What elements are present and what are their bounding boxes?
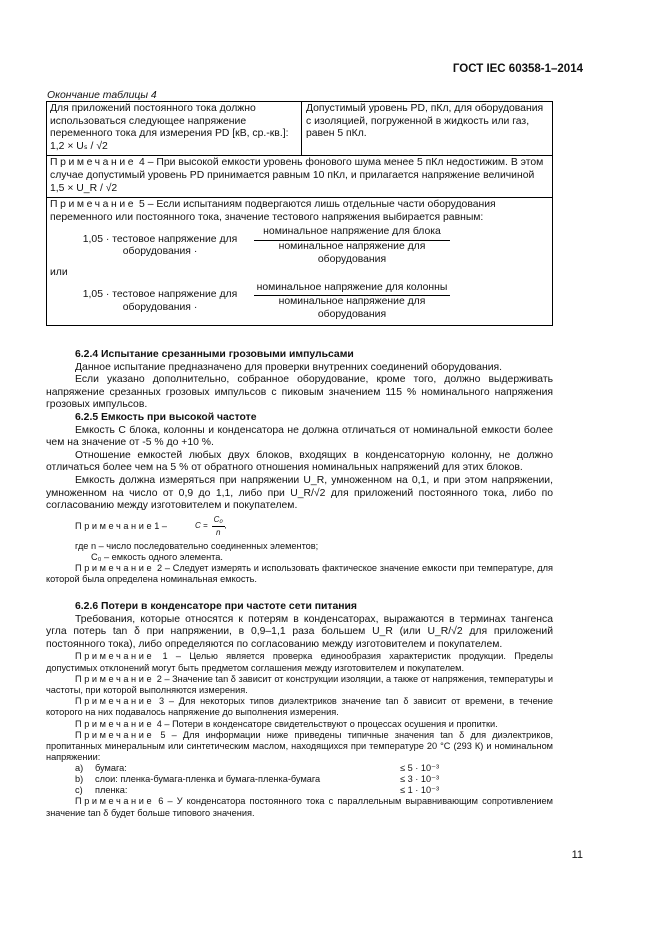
list-item bbox=[75, 763, 553, 774]
formula-block bbox=[50, 226, 549, 266]
formula-fraction bbox=[212, 514, 228, 540]
list-value: ≤ 3 · 10⁻³ bbox=[400, 774, 439, 785]
formula-left: 1,05 · тестовое напряжение для оборудования · bbox=[82, 233, 238, 258]
fraction-denominator: n bbox=[215, 528, 221, 538]
section-heading: 6.2.6 Потери в конденсаторе при частоте сети питания bbox=[75, 601, 357, 612]
section-heading: 6.2.4 Испытание срезанными грозовыми импульсами bbox=[75, 349, 354, 360]
where-line: C₀ – емкость одного элемента. bbox=[91, 551, 223, 562]
note-label: Примечание bbox=[75, 729, 155, 740]
section-6-2-5 bbox=[46, 412, 553, 586]
paragraph: Если указано дополнительно, собранное оборудование, кроме того, должно выдерживать напряжение срезанных грозовых импульсов с пиковым значением 115 % номинального напряжения грозовых импульсов. bbox=[46, 374, 553, 411]
table-4-end bbox=[46, 101, 553, 326]
note-2 bbox=[46, 674, 553, 696]
note-text: 4 – Потери в конденсаторе свидетельствуют о процессах осушения и пропитки. bbox=[154, 718, 498, 729]
table-note-4 bbox=[47, 156, 552, 198]
note-label: Примечание bbox=[75, 651, 155, 662]
fraction-denominator: номинальное напряжение для оборудования bbox=[278, 240, 426, 265]
table-cell-pd-level: Допустимый уровень PD, пКл, для оборудования с изоляцией, погруженной в жидкость или газ, равен 5 пКл. bbox=[306, 103, 544, 140]
standard-number: ГОСТ IEC 60358-1–2014 bbox=[452, 63, 583, 75]
formula-left: 1,05 · тестовое напряжение для оборудования · bbox=[82, 289, 238, 313]
note-label: Примечание bbox=[75, 696, 155, 707]
paragraph: Емкость C блока, колонны и конденсатора не должна отличаться от номинальной емкости более чем на значение от -5 % до +10 %. bbox=[46, 424, 553, 449]
table-cell-dc-voltage: Для приложений постоянного тока должно использоваться следующее напряжение переменного тока для измерения PD [кВ, ср.-кв.]: 1,2 × Uₛ / √2 bbox=[47, 102, 302, 155]
formula bbox=[195, 514, 227, 540]
list-text: слои: пленка-бумага-пленка и бумага-пленка-бумага bbox=[95, 774, 321, 785]
note-label: Примечание bbox=[75, 796, 155, 807]
table-caption: Окончание таблицы 4 bbox=[47, 90, 157, 101]
tan-delta-list bbox=[46, 763, 553, 796]
paragraph: Отношение емкостей любых двух блоков, входящих в конденсаторную колонну, не должно отличаться более чем на 5 % от обратного отношения номинальных напряжений для этих блоков. bbox=[46, 449, 553, 474]
list-letter: b) bbox=[75, 774, 84, 785]
note-text: 6 – У конденсатора постоянного тока с параллельным выравнивающим сопротивлением значение tan δ будет больше типового значения. bbox=[46, 796, 553, 818]
table-row bbox=[47, 102, 552, 156]
note-label: Примечание bbox=[75, 718, 155, 729]
section-heading: 6.2.5 Емкость при высокой частоте bbox=[75, 412, 257, 423]
list-letter: c) bbox=[75, 785, 83, 796]
note-label: Примечание bbox=[50, 157, 137, 169]
note-text: 4 – При высокой емкости уровень фонового шума менее 5 пКл недостижим. В этом случае допустимый уровень PD принимается равным 10 пКл, и прилагается напряжение величиной 1,5 × U_R / √2 bbox=[50, 157, 544, 194]
formula-fraction bbox=[254, 282, 450, 322]
note-text: 5 – Если испытаниям подвергаются лишь отдельные части оборудования переменного или постоянного тока, значение тестового напряжения выбирается равным: bbox=[50, 199, 496, 223]
table-note-5 bbox=[47, 198, 552, 324]
note-label: Примечание bbox=[75, 563, 155, 574]
fraction-denominator: номинальное напряжение для оборудования bbox=[278, 296, 426, 320]
note-3 bbox=[46, 696, 553, 718]
formula-lhs: C = bbox=[194, 521, 208, 531]
page-number: 11 bbox=[571, 849, 583, 861]
note-label: Примечание bbox=[75, 673, 155, 684]
list-text: бумага: bbox=[95, 763, 127, 774]
list-text: пленка: bbox=[95, 785, 128, 796]
fraction-numerator: номинальное напряжение для блока bbox=[254, 226, 450, 241]
list-item bbox=[75, 774, 553, 785]
note-text: 3 – Для некоторых типов диэлектриков значение tan δ зависит от времени, в течение которого на них подавалось напряжение до выполнения измерения. bbox=[46, 696, 553, 718]
fraction-numerator: номинальное напряжение для колонны bbox=[254, 282, 450, 297]
formula-fraction bbox=[254, 226, 450, 266]
paragraph: Данное испытание предназначено для проверки внутренних соединений оборудования. bbox=[75, 361, 503, 373]
note-text: 2 – Следует измерять и использовать фактическое значение емкости при температуре, для которой была определена номинальная емкость. bbox=[46, 563, 553, 585]
capacitance-formula bbox=[46, 513, 553, 541]
note-4 bbox=[46, 719, 553, 730]
paragraph: Емкость должна измеряться при напряжении U_R, умноженном на 0,1, и при этом напряжении, умноженном на число от 0,9 до 1,1, либо при U_R/√2 для приложений постоянного тока, либо по согласованию между изготовителем и покупателем. bbox=[46, 474, 553, 512]
note-text: 1 – bbox=[154, 521, 167, 532]
fraction-numerator: C₀ bbox=[212, 514, 225, 528]
where-line: где n – число последовательно соединенных элементов; bbox=[75, 540, 319, 551]
paragraph: Требования, которые относятся к потерям в конденсаторах, выражаются в терминах тангенса угла потерь tan δ при напряжении, в 0,9–1,1 раза большем U_R (или U_R/√2 для приложений постоянного тока), либо определяются по согласованию между изготовителем и покупателем. bbox=[46, 613, 553, 650]
section-6-2-6 bbox=[46, 601, 553, 819]
list-value: ≤ 5 · 10⁻³ bbox=[400, 763, 439, 774]
note-1 bbox=[46, 651, 553, 673]
note-text: 1 – Целью является проверка единообразия характеристик продукции. Пределы допустимых отклонений могут быть предметом соглашения между изготовителем и покупателем. bbox=[46, 651, 553, 673]
note-label: Примечание bbox=[75, 521, 155, 532]
list-item bbox=[75, 785, 553, 796]
formula-column bbox=[50, 282, 549, 322]
or-text: или bbox=[50, 267, 68, 279]
note-text: 2 – Значение tan δ зависит от конструкции изоляции, а также от напряжения, температуры и частоты, при которой выполняются измерения. bbox=[46, 673, 553, 695]
list-letter: a) bbox=[75, 763, 84, 774]
note-label: Примечание bbox=[50, 199, 137, 211]
section-6-2-4 bbox=[46, 349, 553, 412]
note-2 bbox=[46, 563, 553, 585]
list-value: ≤ 1 · 10⁻³ bbox=[400, 785, 439, 796]
note-6 bbox=[46, 796, 553, 818]
note-5 bbox=[46, 730, 553, 764]
formula-tail: , bbox=[224, 521, 228, 531]
note-text: 5 – Для информации ниже приведены типичные значения tan δ для диэлектриков, пропитанных минеральным или синтетическим маслом, находящихся при температуре 20 °С (293 К) и номинальном напряжении: bbox=[46, 729, 553, 763]
